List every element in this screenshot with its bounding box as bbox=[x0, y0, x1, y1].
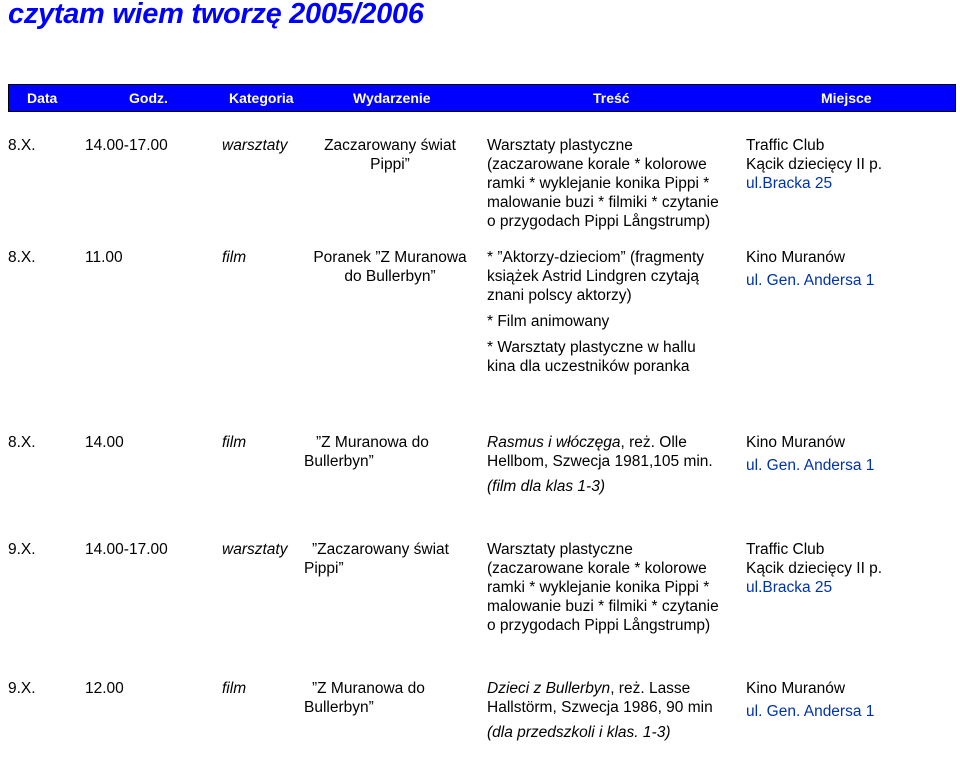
row-time: 12.00 bbox=[85, 680, 124, 697]
row-event: ”Zaczarowany świat Pippi” bbox=[304, 541, 449, 577]
row-event: Poranek ”Z Muranowa do Bullerbyn” bbox=[313, 249, 467, 285]
row-place: Kino Muranów ul. Gen. Andersa 1 bbox=[746, 434, 875, 474]
row-category: film bbox=[222, 434, 247, 451]
row-content: Warsztaty plastyczne (zaczarowane korale * kolorowe ramki * wyklejanie konika Pippi * malowanie buzi * filmiki * czytanie o przygodach Pippi Långstrump) bbox=[487, 541, 719, 634]
row-time: 14.00-17.00 bbox=[85, 541, 168, 558]
header-tresc: Treść bbox=[593, 90, 630, 106]
row-place: Kino Muranów ul. Gen. Andersa 1 bbox=[746, 249, 875, 289]
row-category: film bbox=[222, 249, 247, 266]
row-date: 8.X. bbox=[8, 434, 36, 451]
header-godz: Godz. bbox=[129, 90, 168, 106]
row-content: * ”Aktorzy-dzieciom” (fragmenty książek Astrid Lindgren czytają znani polscy aktorzy) * Film animowany * Warsztaty plastyczne w hallu kina dla uczestników poranka bbox=[487, 249, 705, 375]
row-place: Kino Muranów ul. Gen. Andersa 1 bbox=[746, 680, 875, 720]
table-header bbox=[8, 84, 956, 112]
header-miejsce: Miejsce bbox=[821, 90, 872, 106]
row-date: 9.X. bbox=[8, 541, 36, 558]
row-date: 8.X. bbox=[8, 137, 36, 154]
row-event: ”Z Muranowa do Bullerbyn” bbox=[304, 434, 429, 470]
row-content: Warsztaty plastyczne (zaczarowane korale * kolorowe ramki * wyklejanie konika Pippi * malowanie buzi * filmiki * czytanie o przygodach Pippi Långstrump) bbox=[487, 137, 719, 230]
row-event: ”Z Muranowa do Bullerbyn” bbox=[304, 680, 425, 716]
header-wydarzenie: Wydarzenie bbox=[353, 90, 431, 106]
header-data: Data bbox=[27, 90, 58, 106]
row-time: 11.00 bbox=[85, 249, 123, 266]
row-category: warsztaty bbox=[222, 541, 288, 558]
page-title: czytam wiem tworzę 2005/2006 bbox=[8, 0, 424, 30]
row-place: Traffic Club Kącik dziecięcy II p. ul.Bracka 25 bbox=[746, 541, 883, 596]
header-kategoria: Kategoria bbox=[229, 90, 294, 106]
row-category: film bbox=[222, 680, 247, 697]
row-place: Traffic Club Kącik dziecięcy II p. ul.Bracka 25 bbox=[746, 137, 883, 192]
row-content: Dzieci z Bullerbyn, reż. Lasse Hallstörm, Szwecja 1986, 90 min (dla przedszkoli i klas. 1-3) bbox=[487, 680, 713, 741]
row-category: warsztaty bbox=[222, 137, 288, 154]
row-date: 9.X. bbox=[8, 680, 36, 697]
row-event: Zaczarowany świat Pippi” bbox=[324, 137, 456, 173]
row-date: 8.X. bbox=[8, 249, 36, 266]
row-time: 14.00-17.00 bbox=[85, 137, 168, 154]
row-content: Rasmus i włóczęga, reż. Olle Hellbom, Szwecja 1981,105 min. (film dla klas 1-3) bbox=[487, 434, 713, 495]
row-time: 14.00 bbox=[85, 434, 124, 451]
